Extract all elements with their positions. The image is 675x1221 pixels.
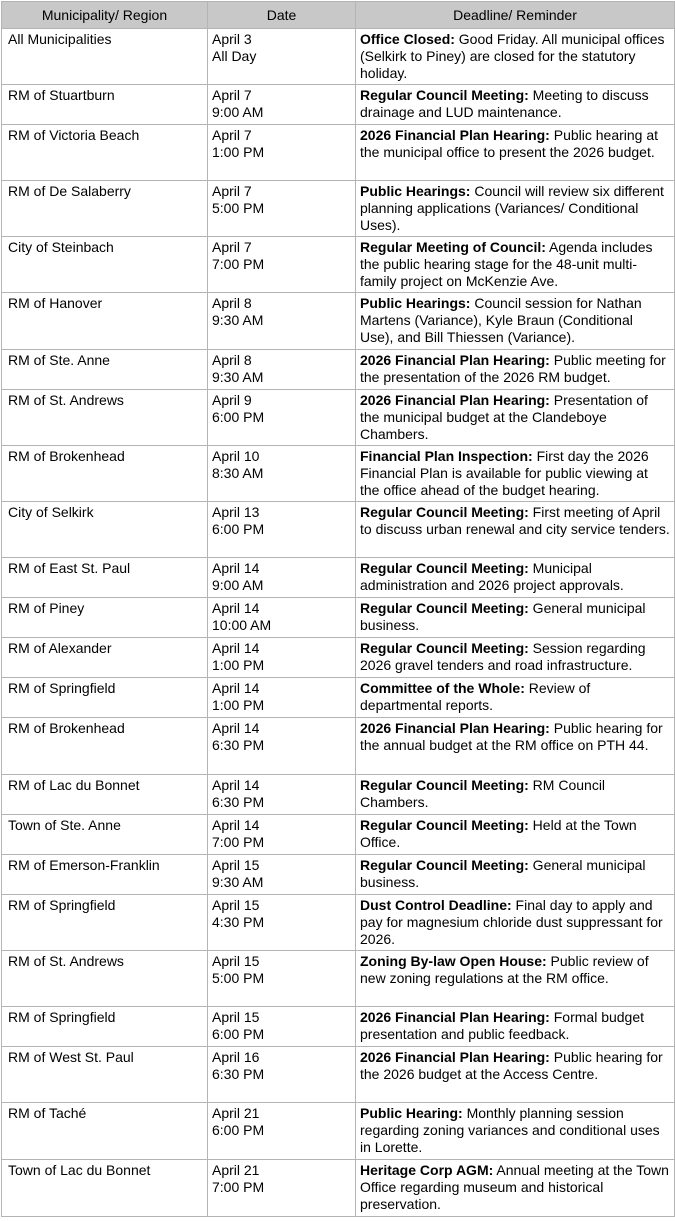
date-value: April 8 bbox=[212, 352, 252, 368]
reminder-description: RM Council Chambers. bbox=[360, 777, 606, 810]
reminder-title: Regular Council Meeting: bbox=[360, 817, 529, 833]
date-value: April 16 bbox=[212, 1049, 260, 1065]
reminder-title: Public Hearings: bbox=[360, 295, 471, 311]
reminder-cell bbox=[356, 390, 675, 446]
date-value: April 7 bbox=[212, 127, 252, 143]
time-value: 6:30 PM bbox=[212, 794, 265, 810]
date-cell bbox=[208, 1103, 356, 1160]
reminder-description: Council session for Nathan Martens (Variance), Kyle Braun (Conditional Use), and Bill Thiessen (Variance). bbox=[360, 295, 642, 345]
date-cell bbox=[208, 446, 356, 502]
header-date: Date bbox=[208, 2, 356, 29]
date-value: April 3 bbox=[212, 31, 252, 47]
time-value: 5:00 PM bbox=[212, 200, 265, 216]
date-cell bbox=[208, 895, 356, 951]
date-value: April 21 bbox=[212, 1105, 260, 1121]
reminder-title: 2026 Financial Plan Hearing: bbox=[360, 1009, 550, 1025]
reminder-description: Council will review six different planning applications (Variances/ Conditional Uses). bbox=[360, 183, 664, 233]
time-value: 10:00 AM bbox=[212, 617, 272, 633]
time-value: 9:30 AM bbox=[212, 874, 264, 890]
table-row bbox=[2, 638, 675, 678]
date-value: April 10 bbox=[212, 448, 260, 464]
schedule-body bbox=[2, 29, 675, 1217]
reminder-title: 2026 Financial Plan Hearing: bbox=[360, 392, 550, 408]
date-value: April 15 bbox=[212, 953, 260, 969]
date-cell bbox=[208, 638, 356, 678]
reminder-cell bbox=[356, 237, 675, 293]
region-cell: RM of Brokenhead bbox=[2, 446, 208, 502]
region-cell: RM of De Salaberry bbox=[2, 181, 208, 237]
reminder-title: 2026 Financial Plan Hearing: bbox=[360, 127, 550, 143]
time-value: 7:00 PM bbox=[212, 1179, 265, 1195]
reminder-description: Monthly planning session regarding zoning variances and conditional uses in Lorette. bbox=[360, 1105, 660, 1155]
region-cell: Town of Lac du Bonnet bbox=[2, 1160, 208, 1217]
date-cell bbox=[208, 1047, 356, 1103]
table-row bbox=[2, 815, 675, 855]
date-value: April 13 bbox=[212, 504, 260, 520]
reminder-description: First meeting of April to discuss urban renewal and city service tenders. bbox=[360, 504, 670, 537]
table-row bbox=[2, 1160, 675, 1217]
region-cell: RM of Victoria Beach bbox=[2, 125, 208, 181]
time-value: 6:00 PM bbox=[212, 1122, 265, 1138]
reminder-title: Dust Control Deadline: bbox=[360, 897, 512, 913]
date-cell bbox=[208, 125, 356, 181]
date-cell bbox=[208, 775, 356, 815]
reminder-title: Financial Plan Inspection: bbox=[360, 448, 533, 464]
table-row bbox=[2, 502, 675, 558]
date-cell bbox=[208, 293, 356, 350]
time-value: 9:30 AM bbox=[212, 369, 264, 385]
reminder-cell bbox=[356, 29, 675, 85]
date-cell bbox=[208, 350, 356, 390]
reminder-title: Regular Meeting of Council: bbox=[360, 239, 546, 255]
reminder-description: Good Friday. All municipal offices (Selkirk to Piney) are closed for the statutory holiday. bbox=[360, 31, 665, 81]
reminder-cell bbox=[356, 558, 675, 598]
date-value: April 15 bbox=[212, 897, 260, 913]
time-value: 6:00 PM bbox=[212, 409, 265, 425]
region-cell: RM of Taché bbox=[2, 1103, 208, 1160]
reminder-description: Review of departmental reports. bbox=[360, 680, 591, 713]
reminder-title: Regular Council Meeting: bbox=[360, 777, 529, 793]
region-cell: City of Selkirk bbox=[2, 502, 208, 558]
reminder-title: Public Hearings: bbox=[360, 183, 471, 199]
table-row bbox=[2, 775, 675, 815]
reminder-description: Session regarding 2026 gravel tenders and road infrastructure. bbox=[360, 640, 646, 673]
table-row bbox=[2, 181, 675, 237]
time-value: 6:00 PM bbox=[212, 521, 265, 537]
reminder-cell bbox=[356, 678, 675, 718]
reminder-cell bbox=[356, 293, 675, 350]
date-cell bbox=[208, 1160, 356, 1217]
header-region: Municipality/ Region bbox=[2, 2, 208, 29]
reminder-description: Public hearing for the annual budget at the RM office on PTH 44. bbox=[360, 720, 663, 753]
table-row bbox=[2, 855, 675, 895]
reminder-cell bbox=[356, 951, 675, 1007]
reminder-cell bbox=[356, 718, 675, 775]
time-value: 1:00 PM bbox=[212, 697, 265, 713]
time-value: 1:00 PM bbox=[212, 657, 265, 673]
region-cell: RM of West St. Paul bbox=[2, 1047, 208, 1103]
reminder-cell bbox=[356, 446, 675, 502]
time-value: 7:00 PM bbox=[212, 256, 265, 272]
date-cell bbox=[208, 718, 356, 775]
reminder-title: 2026 Financial Plan Hearing: bbox=[360, 720, 550, 736]
region-cell: RM of Stuartburn bbox=[2, 85, 208, 125]
region-cell: RM of Hanover bbox=[2, 293, 208, 350]
date-cell bbox=[208, 502, 356, 558]
date-value: April 21 bbox=[212, 1162, 260, 1178]
reminder-title: Regular Council Meeting: bbox=[360, 504, 529, 520]
date-value: April 15 bbox=[212, 857, 260, 873]
time-value: 7:00 PM bbox=[212, 834, 265, 850]
date-value: April 9 bbox=[212, 392, 252, 408]
table-row bbox=[2, 446, 675, 502]
region-cell: City of Steinbach bbox=[2, 237, 208, 293]
time-value: 6:00 PM bbox=[212, 1026, 265, 1042]
reminder-title: 2026 Financial Plan Hearing: bbox=[360, 1049, 550, 1065]
date-cell bbox=[208, 237, 356, 293]
reminder-cell bbox=[356, 1103, 675, 1160]
reminder-cell bbox=[356, 638, 675, 678]
region-cell: RM of Piney bbox=[2, 598, 208, 638]
reminder-description: Final day to apply and pay for magnesium chloride dust suppressant for 2026. bbox=[360, 897, 663, 947]
reminder-cell bbox=[356, 125, 675, 181]
date-cell bbox=[208, 181, 356, 237]
reminder-cell bbox=[356, 350, 675, 390]
time-value: 5:00 PM bbox=[212, 970, 265, 986]
reminder-title: Heritage Corp AGM: bbox=[360, 1162, 494, 1178]
table-row bbox=[2, 390, 675, 446]
reminder-title: Regular Council Meeting: bbox=[360, 640, 529, 656]
reminder-title: Regular Council Meeting: bbox=[360, 560, 529, 576]
table-row bbox=[2, 678, 675, 718]
reminder-cell bbox=[356, 181, 675, 237]
reminder-title: Regular Council Meeting: bbox=[360, 600, 529, 616]
reminder-title: Committee of the Whole: bbox=[360, 680, 525, 696]
table-row bbox=[2, 125, 675, 181]
reminder-description: Presentation of the municipal budget at the Clandeboye Chambers. bbox=[360, 392, 648, 442]
reminder-description: Public hearing for the 2026 budget at the Access Centre. bbox=[360, 1049, 663, 1082]
region-cell: All Municipalities bbox=[2, 29, 208, 85]
time-value: 8:30 AM bbox=[212, 465, 264, 481]
time-value: 9:00 AM bbox=[212, 104, 264, 120]
reminder-cell bbox=[356, 775, 675, 815]
region-cell: Town of Ste. Anne bbox=[2, 815, 208, 855]
date-value: April 14 bbox=[212, 560, 260, 576]
region-cell: RM of Brokenhead bbox=[2, 718, 208, 775]
reminder-description: Municipal administration and 2026 project approvals. bbox=[360, 560, 624, 593]
region-cell: RM of Springfield bbox=[2, 895, 208, 951]
date-value: April 8 bbox=[212, 295, 252, 311]
reminder-cell bbox=[356, 895, 675, 951]
date-value: April 14 bbox=[212, 600, 260, 616]
table-row bbox=[2, 1103, 675, 1160]
reminder-title: Regular Council Meeting: bbox=[360, 857, 529, 873]
reminder-description: General municipal business. bbox=[360, 857, 646, 890]
table-row bbox=[2, 293, 675, 350]
reminder-description: Meeting to discuss drainage and LUD maintenance. bbox=[360, 87, 649, 120]
date-cell bbox=[208, 815, 356, 855]
reminder-description: Agenda includes the public hearing stage for the 48-unit multi-family project on McKenzie Ave. bbox=[360, 239, 653, 289]
header-row bbox=[2, 2, 675, 29]
date-cell bbox=[208, 951, 356, 1007]
time-value: 9:30 AM bbox=[212, 312, 264, 328]
reminder-title: Public Hearing: bbox=[360, 1105, 463, 1121]
table-row bbox=[2, 895, 675, 951]
schedule-table bbox=[1, 1, 675, 1217]
table-row bbox=[2, 350, 675, 390]
region-cell: RM of Springfield bbox=[2, 678, 208, 718]
reminder-description: Public review of new zoning regulations at the RM office. bbox=[360, 953, 649, 986]
time-value: 9:00 AM bbox=[212, 577, 264, 593]
table-row bbox=[2, 237, 675, 293]
date-cell bbox=[208, 85, 356, 125]
region-cell: RM of St. Andrews bbox=[2, 951, 208, 1007]
reminder-cell bbox=[356, 1160, 675, 1217]
date-cell bbox=[208, 598, 356, 638]
date-value: April 14 bbox=[212, 777, 260, 793]
date-value: April 15 bbox=[212, 1009, 260, 1025]
table-row bbox=[2, 85, 675, 125]
table-row bbox=[2, 598, 675, 638]
reminder-cell bbox=[356, 85, 675, 125]
reminder-description: Held at the Town Office. bbox=[360, 817, 637, 850]
reminder-cell bbox=[356, 1047, 675, 1103]
table-row bbox=[2, 1007, 675, 1047]
time-value: 6:30 PM bbox=[212, 737, 265, 753]
time-value: All Day bbox=[212, 48, 257, 64]
reminder-cell bbox=[356, 855, 675, 895]
region-cell: RM of Springfield bbox=[2, 1007, 208, 1047]
date-cell bbox=[208, 29, 356, 85]
time-value: 6:30 PM bbox=[212, 1066, 265, 1082]
table-row bbox=[2, 558, 675, 598]
time-value: 4:30 PM bbox=[212, 914, 265, 930]
date-value: April 7 bbox=[212, 239, 252, 255]
reminder-cell bbox=[356, 815, 675, 855]
date-cell bbox=[208, 855, 356, 895]
region-cell: RM of Emerson-Franklin bbox=[2, 855, 208, 895]
table-row bbox=[2, 951, 675, 1007]
reminder-description: General municipal business. bbox=[360, 600, 646, 633]
reminder-description: First day the 2026 Financial Plan is available for public viewing at the office ahead of the budget hearing. bbox=[360, 448, 649, 498]
reminder-title: Zoning By-law Open House: bbox=[360, 953, 547, 969]
date-value: April 14 bbox=[212, 817, 260, 833]
date-cell bbox=[208, 1007, 356, 1047]
table-row bbox=[2, 1047, 675, 1103]
region-cell: RM of East St. Paul bbox=[2, 558, 208, 598]
date-value: April 14 bbox=[212, 720, 260, 736]
header-reminder: Deadline/ Reminder bbox=[356, 2, 675, 29]
reminder-description: Formal budget presentation and public feedback. bbox=[360, 1009, 645, 1042]
date-cell bbox=[208, 678, 356, 718]
reminder-cell bbox=[356, 598, 675, 638]
reminder-description: Public meeting for the presentation of the 2026 RM budget. bbox=[360, 352, 666, 385]
table-row bbox=[2, 718, 675, 775]
table-row bbox=[2, 29, 675, 85]
reminder-title: 2026 Financial Plan Hearing: bbox=[360, 352, 550, 368]
reminder-description: Annual meeting at the Town Office regarding museum and historical preservation. bbox=[360, 1162, 669, 1212]
region-cell: RM of Lac du Bonnet bbox=[2, 775, 208, 815]
date-value: April 14 bbox=[212, 640, 260, 656]
date-value: April 14 bbox=[212, 680, 260, 696]
date-cell bbox=[208, 390, 356, 446]
region-cell: RM of Ste. Anne bbox=[2, 350, 208, 390]
region-cell: RM of Alexander bbox=[2, 638, 208, 678]
region-cell: RM of St. Andrews bbox=[2, 390, 208, 446]
date-value: April 7 bbox=[212, 87, 252, 103]
date-value: April 7 bbox=[212, 183, 252, 199]
reminder-title: Regular Council Meeting: bbox=[360, 87, 529, 103]
reminder-description: Public hearing at the municipal office to present the 2026 budget. bbox=[360, 127, 659, 160]
reminder-cell bbox=[356, 502, 675, 558]
date-cell bbox=[208, 558, 356, 598]
reminder-title: Office Closed: bbox=[360, 31, 455, 47]
reminder-cell bbox=[356, 1007, 675, 1047]
time-value: 1:00 PM bbox=[212, 144, 265, 160]
